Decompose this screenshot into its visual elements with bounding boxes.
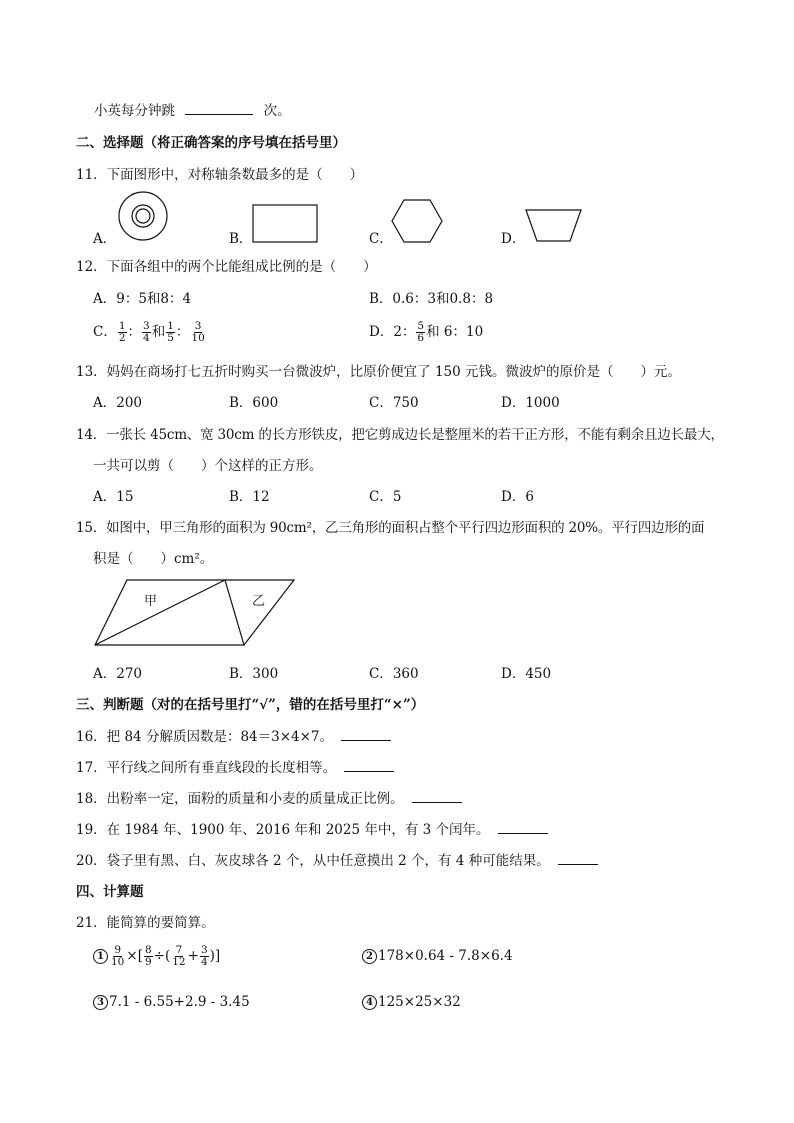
fraction: $\frac{3}{4}$ <box>143 320 150 344</box>
circled-number: 1 <box>93 949 108 964</box>
answer-blank[interactable] <box>558 852 598 865</box>
circled-number: 3 <box>93 995 108 1010</box>
calc-expression-2: 2 178×0.64 - 7.8×6.4 <box>362 947 513 965</box>
q13-option-a: A．200 <box>93 395 143 411</box>
question-11: 11．下面图形中，对称轴条数最多的是（ ） <box>76 167 364 183</box>
q13-option-c: C．750 <box>369 395 419 411</box>
q14-option-a: A．15 <box>93 489 134 505</box>
question-13: 13．妈妈在商场打七五折时购买一台微波炉，比原价便宜了 150 元钱。微波炉的原价是（ ）元。 <box>76 364 682 380</box>
q11-option-c-label: C． <box>369 231 393 247</box>
fraction: $\frac{8}{9}$ <box>144 944 152 968</box>
judge-question: 18．出粉率一定，面粉的质量和小麦的质量成正比例。 <box>76 790 462 808</box>
question-15-line-1: 15．如图中，甲三角形的面积为 90cm²，乙三角形的面积占整个平行四边形面积的 20%。平行四边形的面 <box>76 520 705 536</box>
question-15-line-2: 积是（ ）cm²。 <box>93 551 214 567</box>
answer-blank[interactable] <box>185 102 253 115</box>
q12-option-a: A．9：5和8：4 <box>93 291 192 307</box>
q15-option-b: B．300 <box>229 666 279 682</box>
hexagon-figure <box>391 199 443 245</box>
section-heading-judge: 三、判断题（对的在括号里打“√”，错的在括号里打“×”） <box>76 697 425 713</box>
question-21: 21．能简算的要简算。 <box>76 915 215 931</box>
q14-option-c: C．5 <box>369 489 402 505</box>
answer-blank[interactable] <box>341 728 391 741</box>
question-14-line-1: 14．一张长 45cm、宽 30cm 的长方形铁皮，把它剪成边长是整厘米的若干正方形，不能有剩余且边长最大， <box>76 427 724 443</box>
calc-expression-3: 3 7.1 - 6.55+2.9 - 3.45 <box>93 993 250 1011</box>
q14-option-b: B．12 <box>229 489 270 505</box>
calc-expression-1: 1 $\frac{9}{10}$ ×[ $\frac{8}{9}$ ÷( $\frac{7}{12}$ + $\frac{3}{4}$ )] <box>93 943 220 969</box>
judge-question: 17．平行线之间所有垂直线段的长度相等。 <box>76 759 394 777</box>
answer-blank[interactable] <box>498 821 548 834</box>
circled-number: 4 <box>362 995 377 1010</box>
section-heading-calc: 四、计算题 <box>76 884 144 900</box>
q11-option-d-label: D． <box>501 231 526 247</box>
rectangle-figure <box>252 204 320 244</box>
q12-option-b: B．0.6：3和0.8：8 <box>369 291 494 307</box>
question-14-line-2: 一共可以剪（ ）个这样的正方形。 <box>93 458 323 474</box>
question-12: 12．下面各组中的两个比能组成比例的是（ ） <box>76 259 377 275</box>
answer-blank[interactable] <box>412 790 462 803</box>
calc-expression-4: 4 125×25×32 <box>362 993 461 1011</box>
fraction: $\frac{7}{12}$ <box>172 944 186 968</box>
q15-option-c: C．360 <box>369 666 419 682</box>
q10-tail: 小英每分钟跳 次。 <box>94 103 291 119</box>
judge-question: 19．在 1984 年、1900 年、2016 年和 2025 年中，有 3 个闰年。 <box>76 821 548 839</box>
q13-option-b: B．600 <box>229 395 279 411</box>
q12-option-d: D．2： $\frac{5}{6}$ 和 6：10 <box>369 320 484 344</box>
fraction: $\frac{5}{6}$ <box>417 320 425 344</box>
parallelogram-figure <box>92 578 296 648</box>
fraction: $\frac{1}{2}$ <box>118 320 126 344</box>
triangle-label-yi: 乙 <box>252 594 266 609</box>
q12-option-c: C． $\frac{1}{2}$ ： $\frac{3}{4}$ 和 $\frac{1}{5}$ ： $\frac{3}{10}$ <box>93 320 205 344</box>
judge-question: 16．把 84 分解质因数是：84＝3×4×7。 <box>76 728 391 746</box>
judge-question: 20．袋子里有黑、白、灰皮球各 2 个，从中任意摸出 2 个，有 4 种可能结果。 <box>76 852 598 870</box>
fraction: $\frac{9}{10}$ <box>111 944 125 968</box>
concentric-circles-figure <box>116 189 170 243</box>
q14-option-d: D．6 <box>501 489 534 505</box>
q15-option-a: A．270 <box>93 666 143 682</box>
fraction: $\frac{3}{4}$ <box>200 944 208 968</box>
fraction: $\frac{1}{5}$ <box>167 320 174 344</box>
q11-option-b-label: B． <box>229 231 253 247</box>
q13-option-d: D．1000 <box>501 395 560 411</box>
section-heading-choice: 二、选择题（将正确答案的序号填在括号里） <box>76 135 346 151</box>
answer-blank[interactable] <box>344 759 394 772</box>
q11-option-a-label: A． <box>93 231 117 247</box>
circled-number: 2 <box>362 949 377 964</box>
triangle-label-jia: 甲 <box>144 594 158 609</box>
trapezoid-figure <box>525 208 583 244</box>
fraction: $\frac{3}{10}$ <box>191 320 205 344</box>
q15-option-d: D．450 <box>501 666 552 682</box>
